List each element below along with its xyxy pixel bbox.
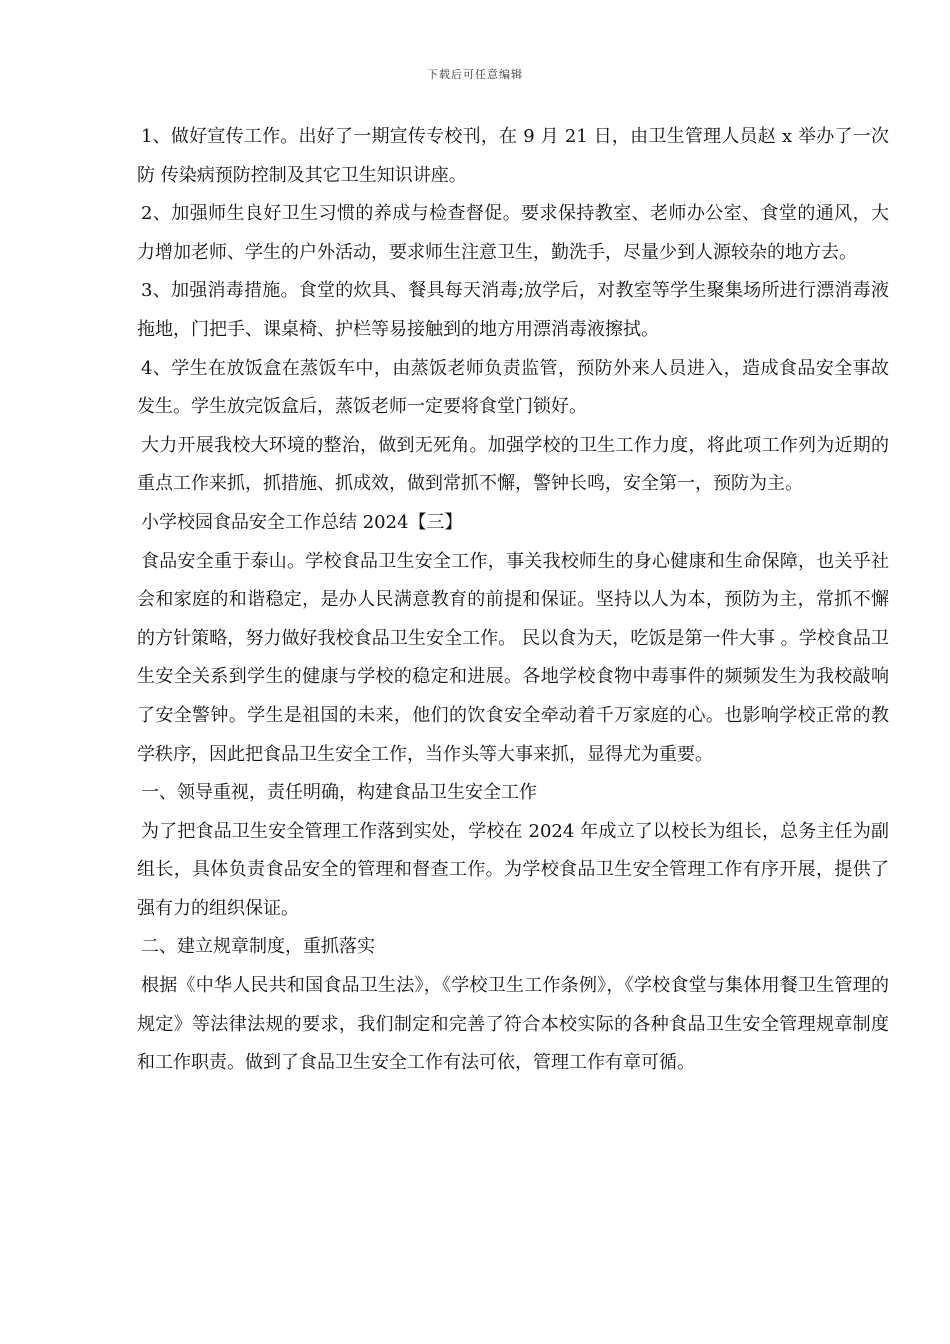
paragraph-leadership: 为了把食品卫生安全管理工作落到实处，学校在 2024 年成立了以校长为组长，总务主任为副组长，具体负责食品安全的管理和督查工作。为学校食品卫生安全管理工作有序开展，提供了强有力的组织保证。: [137, 820, 889, 919]
paragraph-environment: 大力开展我校大环境的整治，做到无死角。加强学校的卫生工作力度，将此项工作列为近期的重点工作来抓，抓措施、抓成效，做到常抓不懈，警钟长鸣，安全第一，预防为主。: [137, 434, 889, 495]
paragraph-publicity: 1、做好宣传工作。出好了一期宣传专校刊，在 9 月 21 日，由卫生管理人员赵 x 举办了一次防 传染病预防控制及其它卫生知识讲座。: [137, 126, 889, 186]
paragraph-food-safety-intro: 食品安全重于泰山。学校食品卫生安全工作，事关我校师生的身心健康和生命保障，也关乎社会和家庭的和谐稳定，是办人民满意教育的前提和保证。坚持以人为本，预防为主，常抓不懈的方针策略，努力做好我校食品卫生安全工作。 民以食为天，吃饭是第一件大事 。学校食品卫生安全关系到学生的健康与学校的稳定和进展。各地学校食物中毒事件的频频发生为我校敲响了安全警钟。学生是祖国的未来，他们的饮食安全牵动着千万家庭的心。也影响学校正常的教学秩序，因此把食品卫生安全工作，当作头等大事来抓，显得尤为重要。: [137, 550, 889, 765]
paragraph-lunchbox-supervision: 4、学生在放饭盒在蒸饭车中，由蒸饭老师负责监管，预防外来人员进入，造成食品安全事故发生。学生放完饭盒后，蒸饭老师一定要将食堂门锁好。: [137, 357, 889, 418]
paragraph-disinfection: 3、加强消毒措施。食堂的炊具、餐具每天消毒;放学后，对教室等学生聚集场所进行漂消毒液拖地，门把手、课桌椅、护栏等易接触到的地方用漂消毒液擦拭。: [137, 280, 889, 340]
page-header-note: 下载后可任意编辑: [427, 68, 523, 81]
document-body: [137, 118, 889, 1083]
heading-leadership: 一、领导重视，责任明确，构建食品卫生安全工作: [141, 782, 537, 804]
paragraph-regulations: 根据《中华人民共和国食品卫生法》，《学校卫生工作条例》，《学校食堂与集体用餐卫生管理的规定》等法律法规的要求，我们制定和完善了符合本校实际的各种食品卫生安全管理规章制度和工作职责。做到了食品卫生安全工作有法可依，管理工作有章可循。: [137, 975, 889, 1074]
section-title: 小学校园食品安全工作总结 2024【三】: [141, 511, 463, 533]
paragraph-hygiene-habits: 2、加强师生良好卫生习惯的养成与检查督促。要求保持教室、老师办公室、食堂的通风，大力增加老师、学生的户外活动，要求师生注意卫生，勤洗手，尽量少到人源较杂的地方去。: [137, 203, 889, 263]
heading-regulations: 二、建立规章制度，重抓落实: [141, 936, 375, 958]
